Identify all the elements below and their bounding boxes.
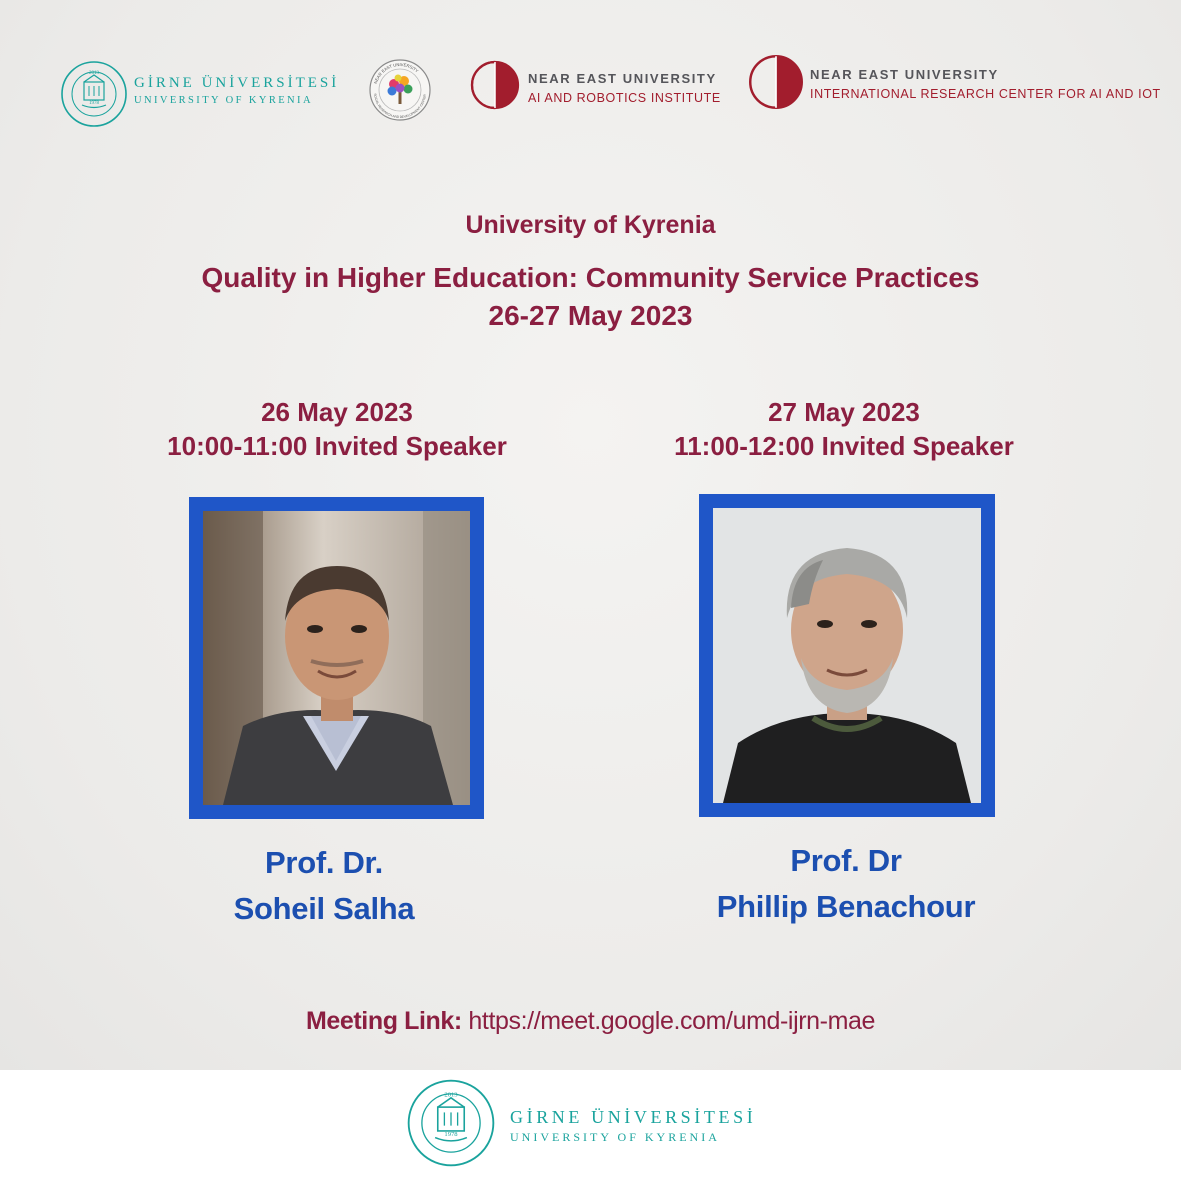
neu-emblem-icon [748,54,804,110]
neu-ai-robotics-logo [470,60,730,112]
session-2-info [644,395,1044,463]
conference-title: Quality in Higher Education: Community Service Practices [201,262,980,293]
session-1-slot: 10:00-11:00 Invited Speaker [167,431,507,461]
session-2-slot: 11:00-12:00 Invited Speaker [674,431,1014,461]
speaker-2-name-block [646,838,1046,930]
svg-text:1978: 1978 [444,1131,458,1139]
speaker-2-photo [713,508,981,803]
girne-university-logo [60,60,340,128]
speaker-1-title: Prof. Dr. [265,845,383,880]
girne-subtitle: UNIVERSITY OF KYRENIA [134,95,313,106]
neu-ai-line2: AI AND ROBOTICS INSTITUTE [528,91,721,105]
meeting-link-url[interactable]: https://meet.google.com/umd-ijrn-mae [468,1007,876,1035]
svg-text:2013: 2013 [444,1091,458,1099]
session-1-info [137,395,537,463]
svg-text:1978: 1978 [89,101,99,106]
speaker-1-photo-frame [189,497,484,819]
footer-girne-logo [406,1078,786,1170]
speaker-1-photo [203,511,470,805]
speaker-1-name-block [124,840,524,932]
svg-text:2013: 2013 [89,71,99,76]
svg-text:NEAR EAST UNIVERSITY: NEAR EAST UNIVERSITY [372,61,420,85]
girne-title: GİRNE ÜNİVERSİTESİ [134,75,340,91]
neu-ai-line1: NEAR EAST UNIVERSITY [528,71,717,86]
speaker-1-name: Soheil Salha [233,891,415,926]
research-center-tree-logo [368,58,432,122]
neu-emblem-icon [470,60,520,110]
neu-irc-line1: NEAR EAST UNIVERSITY [810,67,999,82]
neu-research-center-logo [748,54,1161,112]
session-2-date: 27 May 2023 [768,397,920,427]
footer-girne-subtitle: UNIVERSITY OF KYRENIA [510,1130,720,1144]
footer-girne-wordmark [510,1106,756,1145]
session-1-date: 26 May 2023 [261,397,413,427]
meeting-link-label: Meeting Link: [305,1007,462,1035]
footer-girne-title: GİRNE ÜNİVERSİTESİ [510,1107,757,1127]
meeting-link-line [0,1004,1181,1038]
svg-text:SOCIAL RESEARCH AND DEVELOPMEN: SOCIAL RESEARCH AND DEVELOPMENT CENTER [373,93,427,120]
conference-dates: 26-27 May 2023 [488,300,693,331]
girne-seal-icon [406,1078,496,1168]
girne-wordmark [134,74,339,109]
speaker-2-title: Prof. Dr [790,843,902,878]
university-heading: University of Kyrenia [465,211,716,239]
speaker-2-name: Phillip Benachour [716,889,976,924]
neu-irc-line2: INTERNATIONAL RESEARCH CENTER FOR AI AND IOT [810,87,1161,101]
speaker-2-photo-frame [699,494,995,817]
girne-seal-icon [60,60,128,128]
